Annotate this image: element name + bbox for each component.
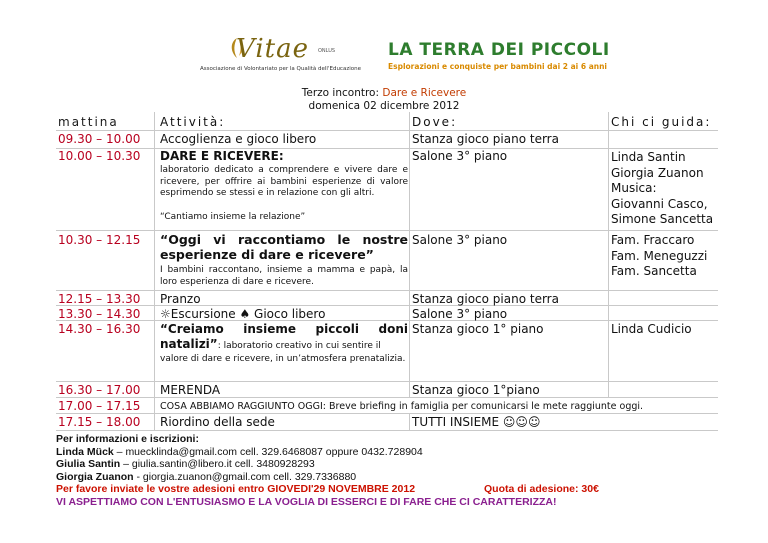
row-activity-line1: “Oggi vi raccontiamo le nostre	[160, 232, 408, 247]
row-place: Salone 3° piano	[412, 233, 508, 247]
row-activity: ☼Escursione ♠ Gioco libero	[160, 307, 326, 321]
row-description: valore di dare e ricevere, in un’atmosfera prenatalizia.	[160, 354, 406, 364]
closing-line: VI ASPETTIAMO CON L'ENTUSIASMO E LA VOGLIA DI ESSERCI E DI FARE CHE CI CARATTERIZZA!	[56, 495, 557, 508]
header-time: mattina	[58, 115, 119, 129]
event-title: Dare e Ricevere	[382, 87, 467, 99]
guide-name: Fam. Meneguzzi	[611, 248, 708, 263]
row-description: I bambini raccontano, insieme a mamma e papà, la loro esperienza di dare e ricevere.	[160, 265, 408, 287]
guide-name: Giorgia Zuanon	[611, 165, 704, 180]
row-activity: MERENDA	[160, 383, 221, 397]
row-time: 17.00 – 17.15	[58, 399, 141, 413]
row-place: Stanza gioco piano terra	[412, 132, 559, 146]
row-time: 16.30 – 17.00	[58, 383, 141, 397]
row-description: laboratorio dedicato a comprendere e vivere dare e ricevere, per offrire ai bambini esperienze di valore esprimendo se stessi e in relazione con gli altri.	[160, 165, 408, 199]
row-activity-line2-bold: natalizi”	[160, 337, 218, 351]
guide-name: Simone Sancetta	[611, 212, 714, 226]
header-activity: Attività:	[160, 115, 226, 129]
header-place: Dove:	[412, 115, 458, 129]
vitae-logo	[200, 34, 370, 78]
event-date: domenica 02 dicembre 2012	[308, 100, 460, 112]
row-activity-line2-rest: : laboratorio creativo in cui sentire il	[217, 341, 381, 351]
guide-name: Fam. Sancetta	[611, 264, 697, 278]
contact-details: – giulia.santin@libero.it cell. 3480928293	[120, 458, 315, 471]
row-activity: Accoglienza e gioco libero	[160, 132, 317, 146]
logo-onlus: ONLUS	[318, 48, 336, 54]
contact-name: Giulia Santin	[56, 458, 121, 471]
row-activity-line2: esperienze di dare e ricevere”	[160, 247, 374, 262]
row-time: 13.30 – 14.30	[58, 307, 141, 321]
row-activity: COSA ABBIAMO RAGGIUNTO OGGI: Breve briefing in famiglia per comunicarsi le mete raggiunte oggi.	[160, 401, 644, 412]
row-time: 17.15 – 18.00	[58, 415, 141, 429]
row-place: TUTTI INSIEME ☺☺☺	[412, 415, 541, 429]
row-place: Stanza gioco piano terra	[412, 292, 559, 306]
row-place: Salone 3° piano	[412, 307, 508, 321]
row-time: 09.30 – 10.00	[58, 132, 141, 146]
row-quote: “Cantiamo insieme la relazione”	[160, 212, 306, 222]
row-guides	[611, 233, 707, 280]
row-activity: DARE E RICEVERE:	[160, 149, 284, 163]
event-intro-prefix: Terzo incontro:	[301, 87, 383, 99]
quota-text: Quota di adesione: 30€	[484, 483, 599, 496]
guide-name: Fam. Fraccaro	[611, 233, 695, 247]
info-heading: Per informazioni e iscrizioni:	[56, 433, 199, 445]
row-place: Stanza gioco 1°piano	[412, 383, 540, 397]
contact-name: Giorgia Zuanon	[56, 470, 134, 483]
row-time: 12.15 – 13.30	[58, 292, 141, 306]
row-place: Salone 3° piano	[412, 149, 508, 163]
contact-details: - giorgia.zuanon@gmail.com cell. 329.7336880	[133, 470, 357, 483]
row-activity: Pranzo	[160, 292, 201, 306]
row-time: 14.30 – 16.30	[58, 322, 141, 336]
page-header	[0, 0, 768, 86]
contact-name: Linda Mück	[56, 445, 114, 458]
logo-subtitle: Associazione di Volontariato per la Qualità dell'Educazione	[200, 66, 361, 72]
row-activity-line1: “Creiamo insieme piccoli doni	[160, 322, 408, 336]
event-intro	[0, 87, 768, 99]
brand-title: LA TERRA DEI PICCOLI	[388, 40, 610, 60]
row-place: Stanza gioco 1° piano	[412, 322, 544, 336]
guide-name: Linda Cudicio	[611, 322, 692, 336]
guide-name: Giovanni Casco,	[611, 196, 708, 211]
contact-line	[56, 458, 557, 471]
brand-subtitle: Esplorazioni e conquiste per bambini dai 2 ai 6 anni	[388, 62, 608, 71]
contact-line	[56, 471, 557, 484]
header-guide: Chi ci guida:	[611, 115, 712, 129]
row-time: 10.00 – 10.30	[58, 149, 141, 163]
row-activity-line2	[160, 337, 381, 353]
logo-word: Vitae	[236, 34, 309, 64]
guide-name: Linda Santin	[611, 150, 686, 164]
contact-info	[56, 433, 599, 509]
contact-line	[56, 446, 557, 459]
row-activity: Riordino della sede	[160, 415, 275, 429]
schedule-table	[56, 112, 718, 431]
deadline-line	[56, 483, 599, 496]
guide-name: Musica:	[611, 181, 657, 195]
row-guides	[611, 150, 713, 228]
deadline-text: Per favore inviate le vostre adesioni entro GIOVEDI'29 NOVEMBRE 2012	[56, 483, 416, 496]
row-time: 10.30 – 12.15	[58, 233, 141, 247]
contact-details: – muecklinda@gmail.com cell. 329.6468087 oppure 0432.728904	[113, 445, 423, 458]
